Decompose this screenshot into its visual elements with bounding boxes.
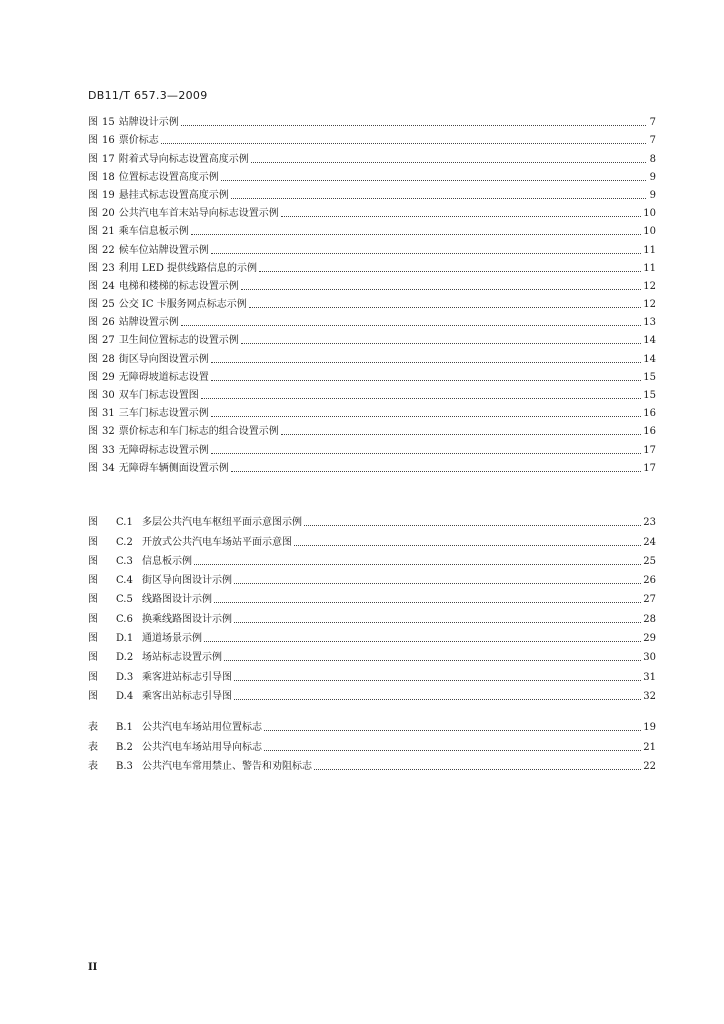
toc-entry-page: 10 <box>643 226 656 238</box>
toc-entry-page: 11 <box>643 244 656 256</box>
toc-entry-kind: 图 <box>88 299 98 311</box>
toc-dot-leader <box>234 698 641 700</box>
toc-entry-page: 11 <box>643 262 656 274</box>
toc-entry-title: 无障碍标志设置示例 <box>118 444 209 456</box>
toc-entry-label <box>88 117 179 129</box>
toc-entry-page: 15 <box>643 371 656 383</box>
toc-entry[interactable] <box>88 184 656 202</box>
toc-entry[interactable] <box>88 275 656 293</box>
toc-entry[interactable] <box>88 664 656 683</box>
toc-entry-label <box>88 226 189 238</box>
toc-entry-number: C.5 <box>116 594 133 606</box>
toc-entry-page: 7 <box>649 117 656 129</box>
toc-entry-label <box>88 263 257 275</box>
toc-entry-title: 线路图设计示例 <box>142 594 212 606</box>
toc-entry-label <box>88 594 212 606</box>
toc-entry-number: 30 <box>102 390 115 401</box>
toc-entry-page: 23 <box>643 517 656 529</box>
toc-entry-kind: 图 <box>88 594 98 606</box>
toc-entry-number: 22 <box>102 244 115 256</box>
toc-entry-title: 利用 LED 提供线路信息的示例 <box>118 262 258 274</box>
toc-entry-label <box>88 633 202 645</box>
toc-entry-title: 公共汽电车常用禁止、警告和劝阻标志 <box>142 760 312 772</box>
toc-dot-leader <box>201 397 642 399</box>
toc-entry-title: 公共汽电车首末站导向标志设置示例 <box>118 208 279 220</box>
toc-entry-title: 位置标志设置高度示例 <box>118 171 219 183</box>
toc-entry-kind: 图 <box>88 208 98 220</box>
toc-entry-title: 票价标志 <box>118 135 159 147</box>
toc-entry-label <box>88 172 219 184</box>
toc-dot-leader <box>234 582 641 584</box>
toc-entry-title: 票价标志和车门标志的组合设置示例 <box>118 426 279 438</box>
toc-entry-title: 公共汽电车场站用位置标志 <box>142 722 262 734</box>
toc-entry-title: 候车位站牌设置示例 <box>118 244 209 256</box>
toc-entry-title: 多层公共汽电车枢纽平面示意图示例 <box>142 517 302 529</box>
toc-entry[interactable] <box>88 347 656 365</box>
toc-entry-page: 15 <box>643 390 656 401</box>
toc-entry-number: 32 <box>102 426 115 438</box>
toc-entry-kind: 表 <box>88 722 98 734</box>
toc-entry[interactable] <box>88 402 656 420</box>
toc-entry-kind: 图 <box>88 244 98 256</box>
toc-dot-leader <box>231 197 646 199</box>
page-number: II <box>88 962 98 973</box>
toc-entry-kind: 图 <box>88 555 98 567</box>
toc-entry-title: 站牌设计示例 <box>118 117 179 129</box>
toc-entry[interactable] <box>88 684 656 703</box>
toc-entry-number: 17 <box>102 153 115 165</box>
toc-entry[interactable] <box>88 606 656 625</box>
toc-entry-title: 站牌设置示例 <box>118 317 179 329</box>
toc-entry-label <box>88 691 232 703</box>
toc-entry-number: 25 <box>102 299 115 311</box>
toc-entry-kind: 图 <box>88 117 98 129</box>
toc-entry-page: 17 <box>643 444 656 456</box>
toc-entry[interactable] <box>88 510 656 529</box>
toc-entry-kind: 图 <box>88 633 98 645</box>
toc-entry-title: 三车门标志设置示例 <box>118 408 209 420</box>
toc-entry-number: C.4 <box>116 575 133 587</box>
toc-entry[interactable] <box>88 568 656 587</box>
toc-entry-number: 27 <box>102 335 115 347</box>
toc-entry-kind: 图 <box>88 189 98 201</box>
toc-entry-page: 27 <box>643 594 656 606</box>
toc-entry-number: 31 <box>102 408 115 420</box>
toc-entry-number: B.3 <box>116 760 133 772</box>
toc-dot-leader <box>181 324 642 326</box>
toc-entry-page: 22 <box>643 760 656 772</box>
toc-dot-leader <box>249 306 642 308</box>
toc-entry[interactable] <box>88 129 656 147</box>
toc-entry-number: D.1 <box>116 633 134 645</box>
toc-entry[interactable] <box>88 587 656 606</box>
toc-entry-title: 无障碍坡道标志设置 <box>118 371 209 383</box>
toc-entry[interactable] <box>88 645 656 664</box>
toc-dot-leader <box>191 233 642 235</box>
toc-entry-kind: 图 <box>88 353 98 365</box>
toc-entry[interactable] <box>88 329 656 347</box>
toc-entry-number: D.4 <box>116 690 134 702</box>
toc-entry-title: 场站标志设置示例 <box>142 652 222 664</box>
toc-dot-leader <box>231 470 642 472</box>
toc-dot-leader <box>194 563 641 565</box>
toc-entry-page: 9 <box>649 189 656 201</box>
toc-entry-label <box>88 372 209 384</box>
toc-dot-leader <box>281 215 642 217</box>
toc-entry-page: 9 <box>649 171 656 183</box>
toc-dot-leader <box>211 415 642 417</box>
toc-entry-number: 23 <box>102 262 115 274</box>
toc-entry-title: 通道场景示例 <box>142 633 202 645</box>
toc-entry-kind: 表 <box>88 760 98 772</box>
toc-entry[interactable] <box>88 220 656 238</box>
toc-entry-number: 28 <box>102 353 115 365</box>
toc-entry-number: 20 <box>102 208 115 220</box>
toc-entry-page: 14 <box>643 353 656 365</box>
toc-entry-number: 15 <box>102 117 115 129</box>
toc-entry-number: 33 <box>102 444 115 456</box>
toc-entry-number: 19 <box>102 189 115 201</box>
toc-entry-kind: 图 <box>88 536 98 548</box>
toc-entry-label <box>88 742 262 754</box>
toc-entry-title: 无障碍车辆侧面设置示例 <box>118 462 229 474</box>
toc-entry[interactable] <box>88 438 656 456</box>
toc-entry-number: C.1 <box>116 517 133 529</box>
toc-entry-number: B.2 <box>116 741 133 753</box>
toc-entry-label <box>88 445 209 457</box>
toc-entry-label <box>88 426 279 438</box>
toc-entry[interactable] <box>88 384 656 402</box>
toc-entry[interactable] <box>88 257 656 275</box>
toc-entry-kind: 表 <box>88 741 98 753</box>
toc-entry-kind: 图 <box>88 262 98 274</box>
toc-dot-leader <box>281 433 642 435</box>
toc-entry[interactable] <box>88 529 656 548</box>
toc-entry-number: B.1 <box>116 722 133 734</box>
toc-entry-page: 8 <box>649 153 656 165</box>
toc-entry-kind: 图 <box>88 390 98 401</box>
toc-entry-number: 21 <box>102 226 115 238</box>
toc-entry-label <box>88 135 159 147</box>
toc-entry-label <box>88 614 232 626</box>
toc-entry-title: 乘车信息板示例 <box>118 226 189 238</box>
toc-entry-page: 16 <box>643 408 656 420</box>
toc-entry[interactable] <box>88 734 656 753</box>
toc-entry-kind: 图 <box>88 426 98 438</box>
toc-entry-number: D.3 <box>116 671 134 683</box>
toc-entry-page: 28 <box>643 613 656 625</box>
toc-entry-kind: 图 <box>88 575 98 587</box>
toc-dot-leader <box>251 161 646 163</box>
toc-entry-title: 乘客进站标志引导图 <box>142 671 232 683</box>
toc-entry-label <box>88 245 209 257</box>
toc-dot-leader <box>161 142 646 144</box>
toc-entry-label <box>88 463 229 475</box>
toc-entry-number: C.2 <box>116 536 133 548</box>
toc-entry-title: 街区导向图设计示例 <box>142 575 232 587</box>
toc-dot-leader <box>314 768 641 770</box>
toc-entry-kind: 图 <box>88 335 98 347</box>
toc-entry-title: 公交 IC 卡服务网点标志示例 <box>118 299 247 311</box>
toc-entry-page: 7 <box>649 135 656 147</box>
toc-entry-label <box>88 652 222 664</box>
toc-entry[interactable] <box>88 366 656 384</box>
toc-entry-kind: 图 <box>88 671 98 683</box>
toc-entry[interactable] <box>88 293 656 311</box>
toc-entry-kind: 图 <box>88 462 98 474</box>
toc-entry-label <box>88 208 279 220</box>
toc-entry-label <box>88 517 302 529</box>
toc-entry[interactable] <box>88 147 656 165</box>
toc-dot-leader <box>304 524 641 526</box>
toc-entry-title: 卫生间位置标志的设置示例 <box>118 335 239 347</box>
toc-entry-kind: 图 <box>88 153 98 165</box>
toc-entry-page: 30 <box>643 652 656 664</box>
toc-entry-kind: 图 <box>88 171 98 183</box>
toc-dot-leader <box>264 749 641 751</box>
toc-dot-leader <box>211 379 642 381</box>
toc-entry-page: 19 <box>643 722 656 734</box>
toc-entry-number: 34 <box>102 462 115 474</box>
toc-entry-title: 街区导向图设置示例 <box>118 353 209 365</box>
toc-entry-page: 12 <box>643 280 656 292</box>
toc-dot-leader <box>224 659 641 661</box>
toc-entry-kind: 图 <box>88 371 98 383</box>
toc-entry[interactable] <box>88 715 656 734</box>
toc-entry-kind: 图 <box>88 280 98 292</box>
toc-entry-title: 电梯和楼梯的标志设置示例 <box>118 280 239 292</box>
toc-entry-page: 29 <box>643 633 656 645</box>
toc-entry-page: 10 <box>643 208 656 220</box>
toc-dot-leader <box>211 452 642 454</box>
toc-entry-kind: 图 <box>88 408 98 420</box>
toc-tables-list <box>88 715 656 773</box>
toc-entry-label <box>88 281 239 293</box>
toc-entry[interactable] <box>88 166 656 184</box>
toc-entry-page: 16 <box>643 426 656 438</box>
toc-entry-title: 换乘线路图设计示例 <box>142 613 232 625</box>
toc-dot-leader <box>214 601 641 603</box>
toc-entry-page: 25 <box>643 555 656 567</box>
toc-entry-page: 24 <box>643 536 656 548</box>
toc-entry-label <box>88 761 312 773</box>
toc-entry-label <box>88 556 192 568</box>
toc-entry-page: 13 <box>643 317 656 329</box>
toc-dot-leader <box>234 621 641 623</box>
toc-entry-label <box>88 722 262 734</box>
document-code-header: DB11/T 657.3—2009 <box>88 89 208 102</box>
toc-dot-leader <box>181 124 646 126</box>
toc-entry-label <box>88 190 229 202</box>
toc-figures-list <box>88 111 656 475</box>
toc-entry-title: 公共汽电车场站用导向标志 <box>142 741 262 753</box>
toc-dot-leader <box>241 342 642 344</box>
toc-entry-label <box>88 390 199 402</box>
toc-dot-leader <box>259 270 641 272</box>
toc-entry-number: C.3 <box>116 555 133 567</box>
toc-entry-page: 17 <box>643 462 656 474</box>
toc-entry-number: 18 <box>102 171 115 183</box>
toc-entry-label <box>88 354 209 366</box>
toc-entry[interactable] <box>88 202 656 220</box>
toc-entry-page: 31 <box>643 671 656 683</box>
toc-dot-leader <box>241 288 642 290</box>
toc-entry[interactable] <box>88 311 656 329</box>
toc-dot-leader <box>234 679 641 681</box>
toc-entry-title: 开放式公共汽电车场站平面示意图 <box>142 536 292 548</box>
toc-entry-title: 悬挂式标志设置高度示例 <box>118 189 229 201</box>
toc-entry-kind: 图 <box>88 135 98 147</box>
toc-entry-kind: 图 <box>88 226 98 238</box>
toc-entry-page: 21 <box>643 741 656 753</box>
toc-entry-page: 12 <box>643 299 656 311</box>
toc-entry-number: 26 <box>102 317 115 329</box>
toc-entry-label <box>88 408 209 420</box>
toc-dot-leader <box>264 729 641 731</box>
toc-entry-kind: 图 <box>88 690 98 702</box>
toc-entry-kind: 图 <box>88 317 98 329</box>
toc-entry-page: 32 <box>643 690 656 702</box>
toc-entry[interactable] <box>88 420 656 438</box>
toc-entry-label <box>88 317 179 329</box>
toc-entry[interactable] <box>88 549 656 568</box>
toc-dot-leader <box>211 252 642 254</box>
toc-entry-title: 信息板示例 <box>142 555 192 567</box>
toc-entry[interactable] <box>88 111 656 129</box>
toc-entry-page: 26 <box>643 575 656 587</box>
toc-entry-number: C.6 <box>116 613 133 625</box>
toc-entry-page: 14 <box>643 335 656 347</box>
toc-entry-label <box>88 672 232 684</box>
toc-entry[interactable] <box>88 754 656 773</box>
toc-entry-kind: 图 <box>88 652 98 664</box>
toc-entry[interactable] <box>88 238 656 256</box>
toc-entry-title: 附着式导向标志设置高度示例 <box>118 153 249 165</box>
toc-entry-number: 24 <box>102 280 115 292</box>
toc-entry-label <box>88 537 292 549</box>
toc-entry-number: 29 <box>102 371 115 383</box>
toc-dot-leader <box>204 640 641 642</box>
toc-dot-leader <box>294 544 641 546</box>
toc-entry-number: D.2 <box>116 652 134 664</box>
toc-entry-label <box>88 299 247 311</box>
toc-entry[interactable] <box>88 457 656 475</box>
toc-dot-leader <box>211 361 642 363</box>
toc-entry-label <box>88 335 239 347</box>
toc-entry-kind: 图 <box>88 517 98 529</box>
toc-entry-title: 乘客出站标志引导图 <box>142 690 232 702</box>
toc-dot-leader <box>221 179 646 181</box>
toc-entry-number: 16 <box>102 135 115 147</box>
toc-entry-label <box>88 575 232 587</box>
toc-entry[interactable] <box>88 626 656 645</box>
toc-appendix-figures-list <box>88 510 656 703</box>
toc-entry-title: 双车门标志设置图 <box>118 390 199 401</box>
toc-entry-label <box>88 154 249 166</box>
toc-entry-kind: 图 <box>88 613 98 625</box>
toc-entry-kind: 图 <box>88 444 98 456</box>
